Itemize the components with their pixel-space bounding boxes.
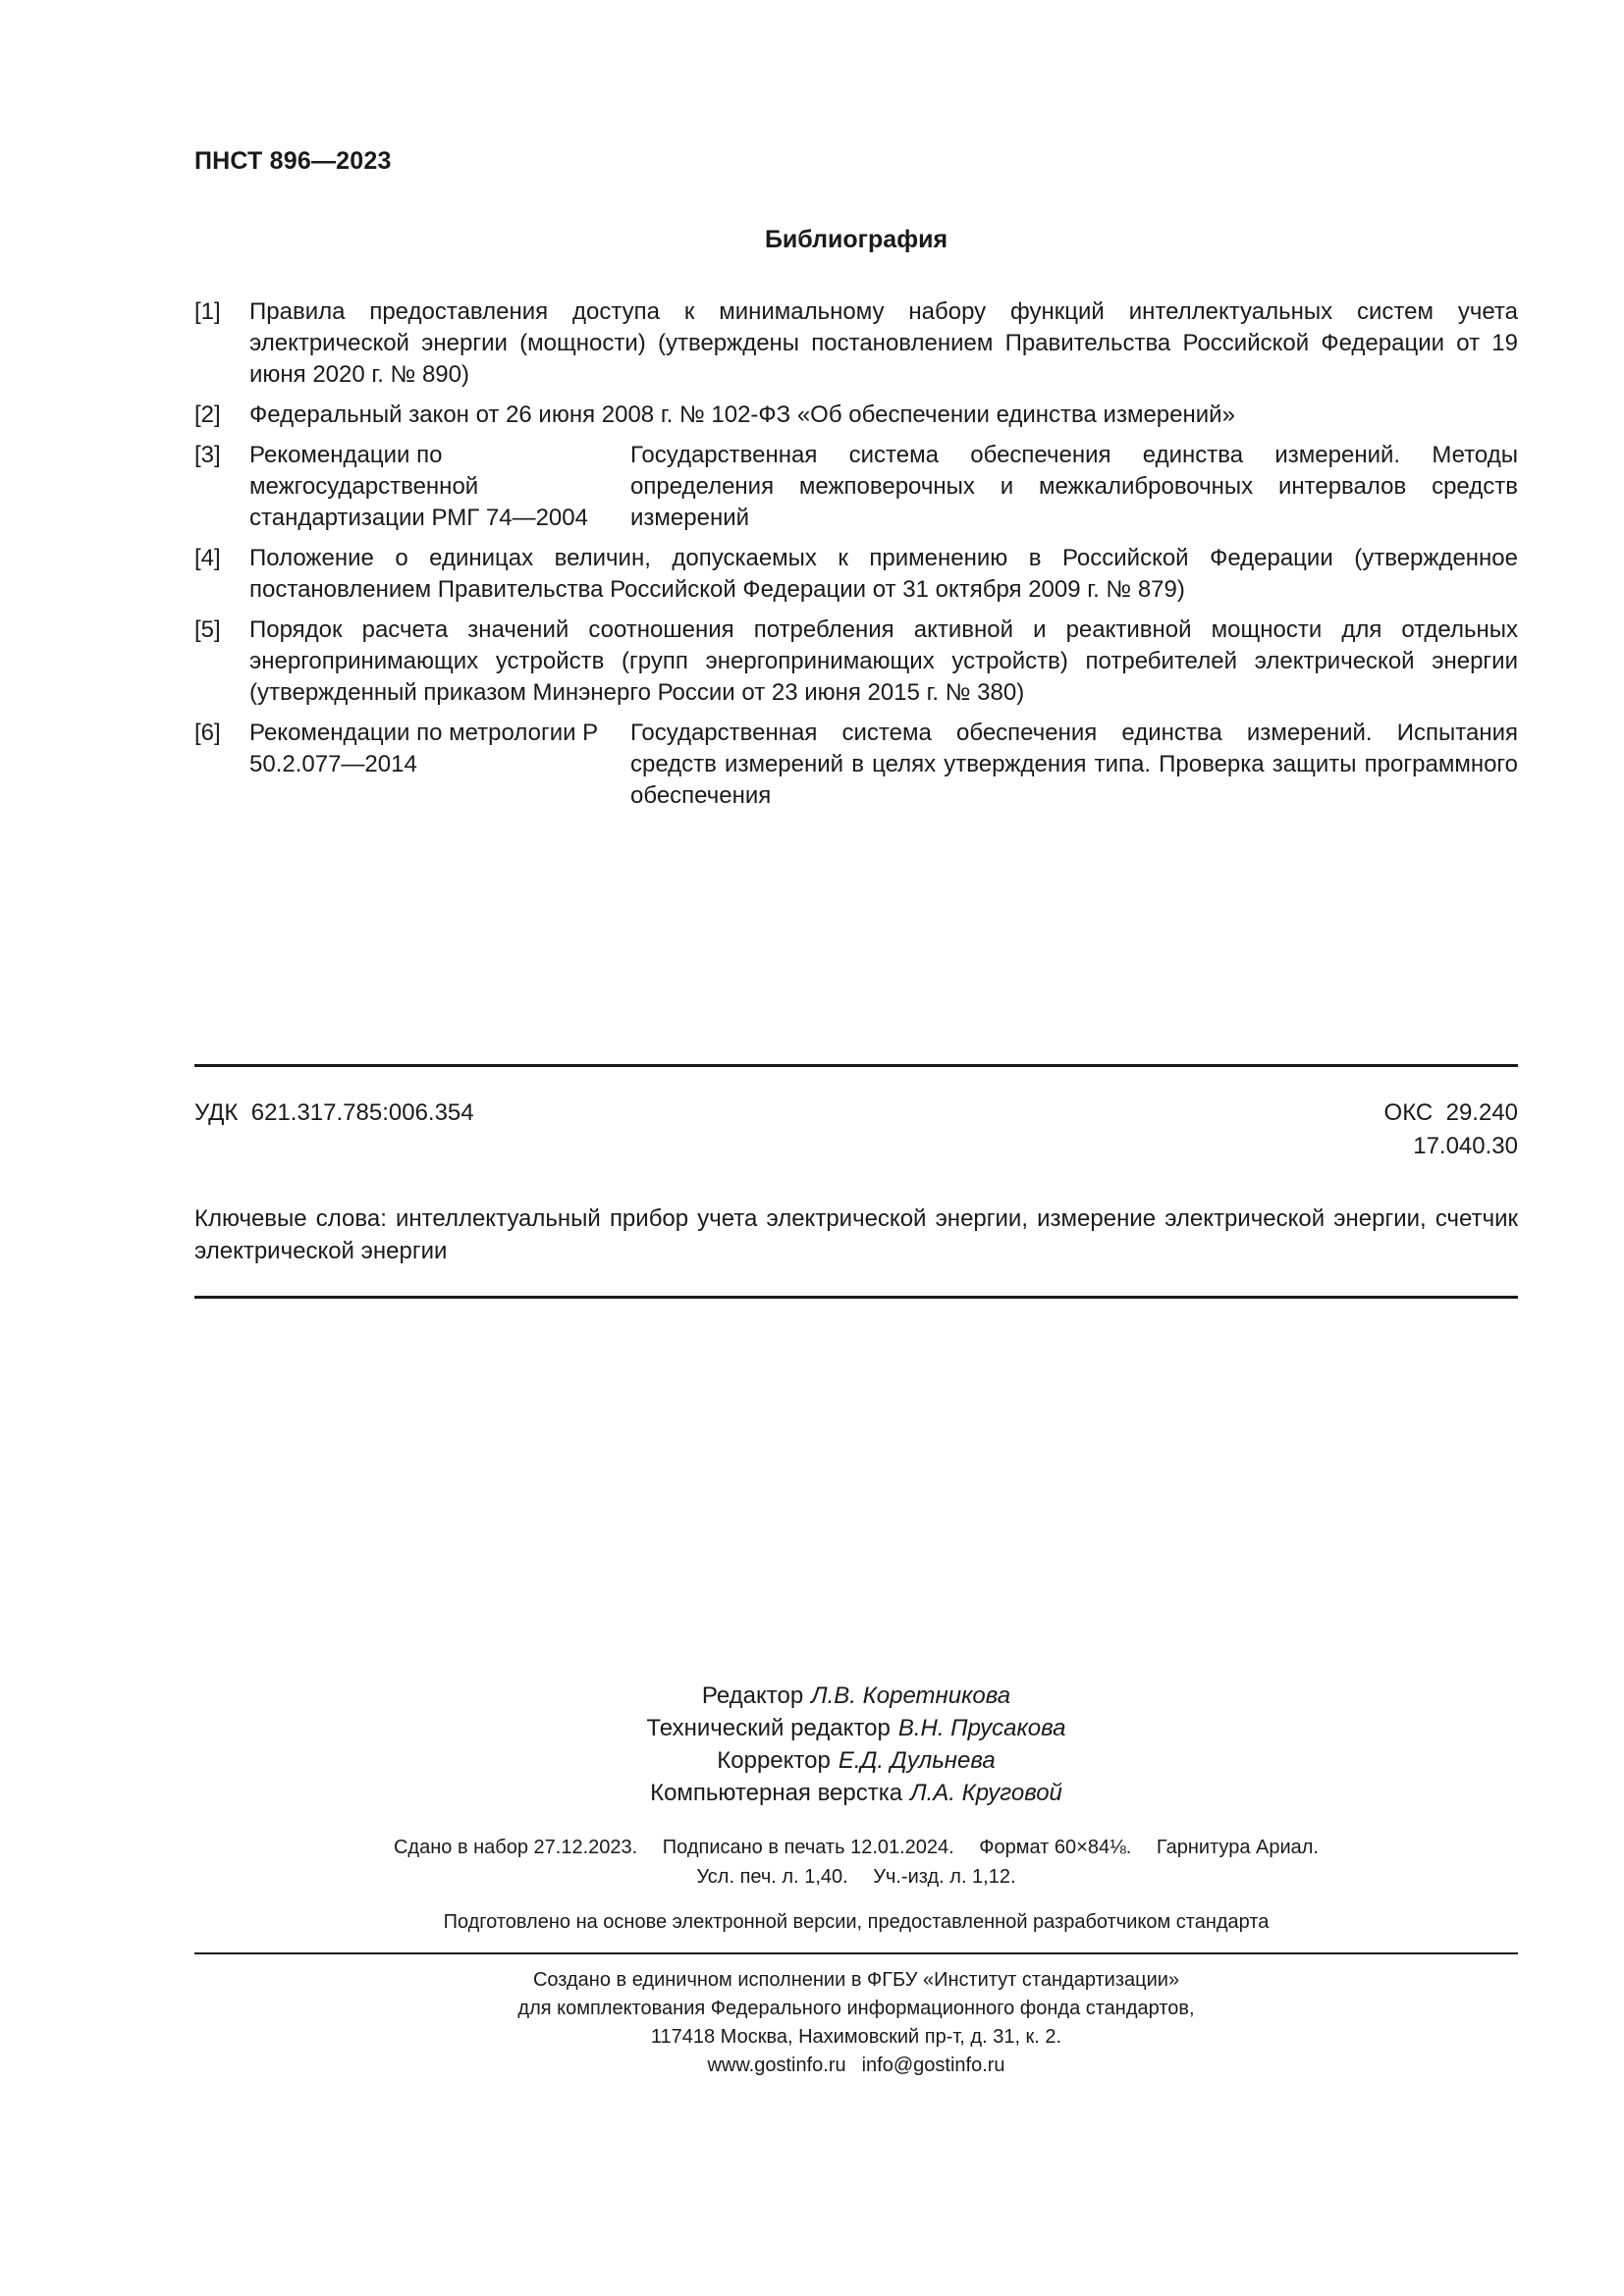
credit-name: В.Н. Прусакова bbox=[897, 1715, 1066, 1741]
credit-role: Редактор bbox=[701, 1682, 804, 1709]
entry-text: Федеральный закон от 26 июня 2008 г. № 102-ФЗ «Об обеспечении единства измерений» bbox=[249, 401, 1235, 428]
entry-number: [3] bbox=[194, 442, 221, 468]
udk-code: УДК 621.317.785:006.354 bbox=[194, 1099, 474, 1126]
bibliography-entry bbox=[194, 400, 1518, 431]
divider-keywords bbox=[194, 1296, 1518, 1299]
entry-text: Положение о единицах величин, допускаемых к применению в Российской Федерации (утвержденное постановлением Правительства Российской Федерации от 31 октября 2009 г. № 879) bbox=[249, 545, 1518, 603]
bibliography-title: Библиография bbox=[764, 226, 948, 253]
divider-top bbox=[194, 1064, 1518, 1067]
entry-description: Государственная система обеспечения единства измерений. Испытания средств измерений в целях утверждения типа. Проверка защиты программного обеспечения bbox=[630, 720, 1518, 809]
email-link[interactable]: info@gostinfo.ru bbox=[861, 2055, 1005, 2076]
credit-name: Л.В. Коретникова bbox=[811, 1682, 1011, 1709]
credit-line bbox=[194, 1680, 1518, 1712]
oks-line-2: 17.040.30 bbox=[1413, 1133, 1518, 1159]
bibliography-entry bbox=[194, 543, 1518, 606]
entry-source: Рекомендации по метрологии Р 50.2.077—2014 bbox=[249, 720, 599, 777]
entry-number: [2] bbox=[194, 401, 221, 428]
entry-number: [4] bbox=[194, 545, 221, 571]
entry-number: [6] bbox=[194, 720, 221, 746]
entry-number: [5] bbox=[194, 616, 221, 643]
credit-name: Е.Д. Дульнева bbox=[838, 1747, 996, 1774]
prepared-note: Подготовлено на основе электронной версии, предоставленной разработчиком стандарта bbox=[443, 1911, 1270, 1933]
bibliography-list bbox=[194, 296, 1518, 821]
credit-line bbox=[194, 1712, 1518, 1744]
credit-role: Компьютерная верстка bbox=[650, 1780, 903, 1806]
typeface: Гарнитура Ариал. bbox=[1156, 1837, 1319, 1858]
credit-name: Л.А. Круговой bbox=[910, 1780, 1062, 1806]
publisher-sheets: Уч.-изд. л. 1,12. bbox=[873, 1866, 1016, 1888]
credit-line bbox=[194, 1744, 1518, 1777]
classification-row bbox=[194, 1096, 1518, 1163]
oks-code bbox=[1384, 1096, 1518, 1163]
oks-line-1: ОКС 29.240 bbox=[1383, 1099, 1518, 1126]
print-info-line-2 bbox=[194, 1862, 1518, 1892]
print-info-line-1 bbox=[194, 1833, 1518, 1862]
credit-line bbox=[194, 1777, 1518, 1809]
entry-text: Правила предоставления доступа к минимальному набору функций интеллектуальных систем учета электрической энергии (мощности) (утверждены постановлением Правительства Российской Федерации от 19 июня 2020 г. № 890) bbox=[249, 298, 1518, 388]
print-info bbox=[194, 1833, 1518, 1892]
entry-description: Государственная система обеспечения единства измерений. Методы определения межповерочных и межкалибровочных интервалов средств измерений bbox=[630, 442, 1518, 531]
publisher-block bbox=[194, 1966, 1518, 2080]
divider-publisher bbox=[194, 1952, 1518, 1954]
credit-role: Технический редактор bbox=[646, 1715, 891, 1741]
print-sheets: Усл. печ. л. 1,40. bbox=[696, 1866, 848, 1888]
credit-role: Корректор bbox=[717, 1747, 831, 1774]
bibliography-entry bbox=[194, 614, 1518, 709]
publisher-line-2: для комплектования Федерального информационного фонда стандартов, bbox=[517, 1998, 1195, 2019]
signed-date: Подписано в печать 12.01.2024. bbox=[662, 1837, 954, 1858]
document-code: ПНСТ 896—2023 bbox=[194, 147, 392, 175]
format: Формат 60×84⅛. bbox=[979, 1837, 1132, 1858]
bibliography-entry bbox=[194, 718, 1518, 812]
publisher-line-1: Создано в единичном исполнении в ФГБУ «Институт стандартизации» bbox=[532, 1969, 1180, 1991]
website-link[interactable]: www.gostinfo.ru bbox=[707, 2055, 846, 2076]
publisher-contacts bbox=[194, 2052, 1518, 2080]
credits-block bbox=[194, 1680, 1518, 1809]
typeset-date: Сдано в набор 27.12.2023. bbox=[393, 1837, 638, 1858]
publisher-address: 117418 Москва, Нахимовский пр-т, д. 31, к. 2. bbox=[650, 2026, 1062, 2048]
keywords: Ключевые слова: интеллектуальный прибор учета электрической энергии, измерение электрической энергии, счетчик электрической энергии bbox=[194, 1205, 1518, 1264]
entry-text: Порядок расчета значений соотношения потребления активной и реактивной мощности для отдельных энергопринимающих устройств (групп энергопринимающих устройств) потребителей электрической энергии (утвержденный приказом Минэнерго России от 23 июня 2015 г. № 380) bbox=[249, 616, 1518, 706]
entry-source: Рекомендации по межгосударственной стандартизации РМГ 74—2004 bbox=[249, 442, 588, 531]
bibliography-entry bbox=[194, 296, 1518, 391]
entry-number: [1] bbox=[194, 298, 221, 325]
bibliography-entry bbox=[194, 440, 1518, 534]
